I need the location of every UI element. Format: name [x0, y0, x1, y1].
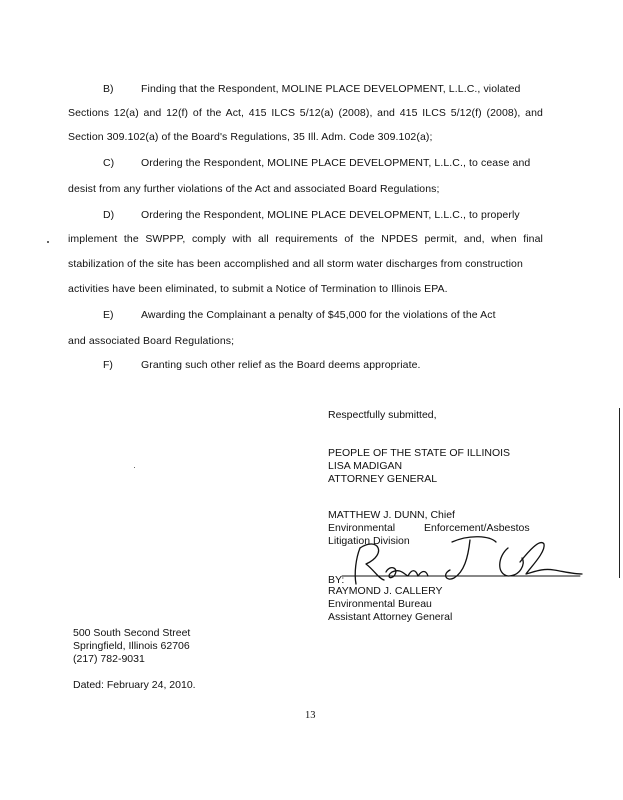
signer-title: Assistant Attorney General	[328, 611, 453, 623]
margin-rule	[619, 408, 620, 578]
item-c-line-2: desist from any further violations of the Act and associated Board Regulations;	[68, 183, 440, 195]
signer-name: RAYMOND J. CALLERY	[328, 585, 443, 597]
party-line-2: LISA MADIGAN	[328, 460, 403, 472]
item-f-label: F)	[103, 359, 113, 371]
scan-speck	[47, 241, 49, 243]
address-city: Springfield, Illinois 62706	[73, 640, 190, 652]
item-d-line-2: implement the SWPPP, comply with all requirements of the NPDES permit, and, when final	[68, 233, 543, 245]
chief-line-2b: Enforcement/Asbestos	[424, 522, 530, 534]
page-number: 13	[305, 710, 316, 721]
item-d-line-3: stabilization of the site has been accomplished and all storm water discharges from construction	[68, 258, 523, 270]
address-phone: (217) 782-9031	[73, 653, 145, 665]
item-c-label: C)	[103, 157, 115, 169]
address-street: 500 South Second Street	[73, 627, 191, 639]
chief-line-1: MATTHEW J. DUNN, Chief	[328, 509, 455, 521]
item-b-line-3: Section 309.102(a) of the Board's Regulations, 35 Ill. Adm. Code 309.102(a);	[68, 131, 433, 143]
party-line-3: ATTORNEY GENERAL	[328, 473, 438, 485]
item-b-line-2: Sections 12(a) and 12(f) of the Act, 415 ILCS 5/12(a) (2008), and 415 ILCS 5/12(f) (2008), and	[68, 107, 543, 119]
item-e-label: E)	[103, 309, 114, 321]
dated-line: Dated: February 24, 2010.	[73, 679, 196, 691]
item-b-label: B)	[103, 83, 114, 95]
item-e-line-1: Awarding the Complainant a penalty of $45,000 for the violations of the Act	[141, 309, 496, 321]
item-d-line-4: activities have been eliminated, to submit a Notice of Termination to Illinois EPA.	[68, 283, 448, 295]
signer-unit: Environmental Bureau	[328, 598, 432, 610]
chief-line-3: Litigation Division	[328, 535, 410, 547]
item-e-line-2: and associated Board Regulations;	[68, 335, 235, 347]
chief-line-2a: Environmental	[328, 522, 396, 534]
by-label: BY:	[328, 574, 345, 586]
item-c-line-1: Ordering the Respondent, MOLINE PLACE DEVELOPMENT, L.L.C., to cease and	[141, 157, 531, 169]
scan-speck	[134, 467, 135, 468]
item-d-label: D)	[103, 209, 115, 221]
item-b-line-1: Finding that the Respondent, MOLINE PLACE DEVELOPMENT, L.L.C., violated	[141, 83, 521, 95]
item-f-line-1: Granting such other relief as the Board deems appropriate.	[141, 359, 421, 371]
closing-text: Respectfully submitted,	[328, 409, 437, 421]
item-d-line-1: Ordering the Respondent, MOLINE PLACE DEVELOPMENT, L.L.C., to properly	[141, 209, 520, 221]
party-line-1: PEOPLE OF THE STATE OF ILLINOIS	[328, 447, 511, 459]
handwritten-signature	[330, 528, 590, 598]
